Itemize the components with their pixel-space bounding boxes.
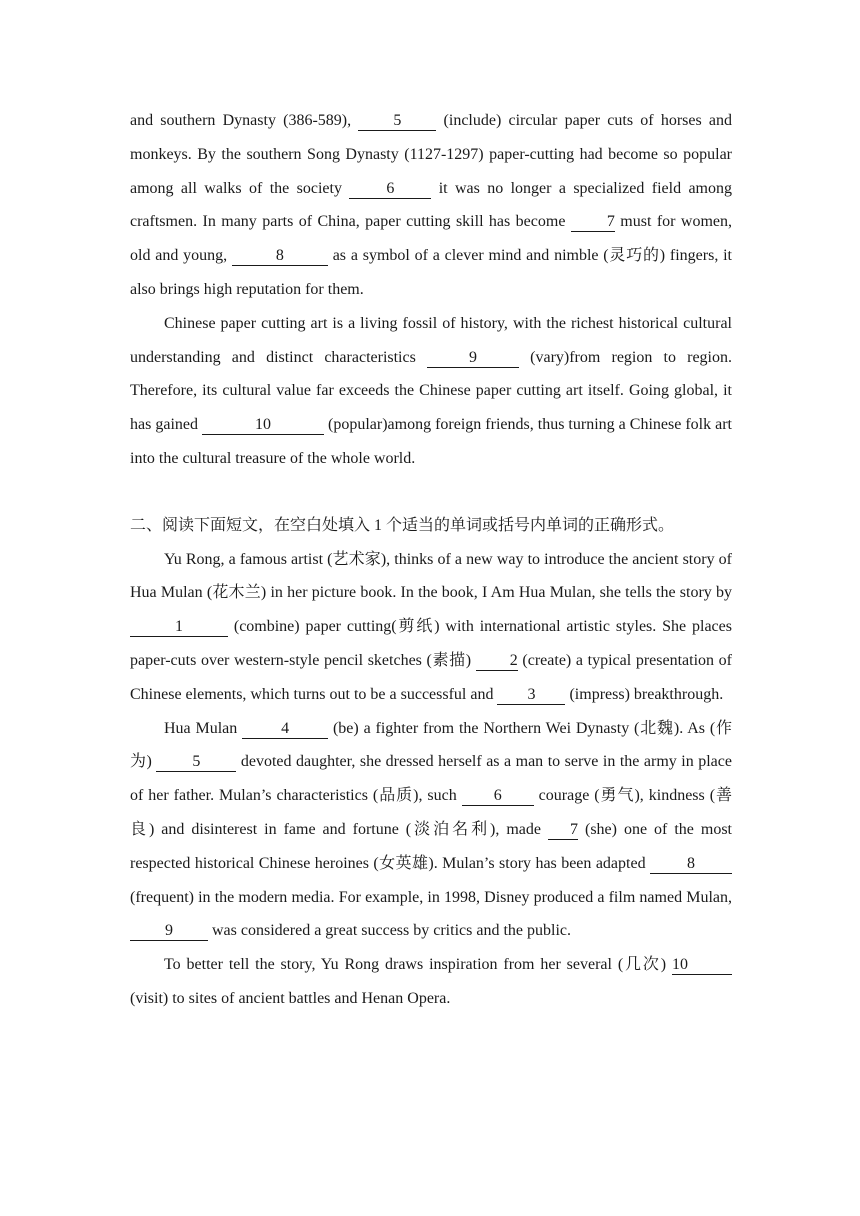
blank-5: 5 <box>156 753 236 772</box>
blank-7: 7 <box>548 821 578 840</box>
text-segment: Hua Mulan <box>164 719 243 737</box>
blank-7: 7 <box>571 213 615 232</box>
text-segment: devoted daughter, she dressed herself as a man to serve in the army in place of her father. Mulan’s characteristics (品质), such <box>130 753 732 805</box>
blank-8: 8 <box>650 855 732 874</box>
blank-1: 1 <box>130 618 228 637</box>
section-gap <box>130 476 732 509</box>
text-segment: (vary)from region to region. Therefore, its cultural value far exceeds the Chinese paper cutting art itself. Going global, it has gained <box>130 348 732 434</box>
text-segment: (impress) breakthrough. <box>565 685 724 703</box>
blank-2: 2 <box>476 652 518 671</box>
section2-paragraph-2 <box>130 712 732 949</box>
blank-6: 6 <box>462 787 534 806</box>
blank-5: 5 <box>358 112 436 131</box>
text-segment: (create) a typical presentation of Chinese elements, which turns out to be a successful and <box>130 651 732 703</box>
text-segment: as a symbol of a clever mind and nimble (灵巧的) fingers, it also brings high reputation for them. <box>130 247 733 298</box>
document-page <box>130 104 732 1016</box>
blank-10: 10 <box>672 956 732 975</box>
blank-8: 8 <box>232 247 328 266</box>
text-segment: To better tell the story, Yu Rong draws inspiration from her several (几次) <box>164 956 672 974</box>
blank-4: 4 <box>242 720 328 739</box>
section2-paragraph-1 <box>130 543 732 712</box>
passage1-paragraph-1 <box>130 104 732 307</box>
section2-paragraph-3 <box>130 948 732 1016</box>
blank-10: 10 <box>202 416 324 435</box>
text-segment: and southern Dynasty (386-589), <box>130 112 359 129</box>
blank-9: 9 <box>130 922 208 941</box>
section-2-title: 二、阅读下面短文，在空白处填入 1 个适当的单词或括号内单词的正确形式。 <box>130 516 675 534</box>
blank-3: 3 <box>497 686 565 705</box>
text-segment: courage (勇气), kindness (善良) and disinterest in fame and fortune (淡泊名利), made <box>130 787 732 838</box>
text-segment: must for women, old and young, <box>130 213 732 265</box>
text-segment: it was no longer a specialized field among craftsmen. In many parts of China, paper cutting skill has become <box>130 179 732 231</box>
blank-6: 6 <box>349 180 431 199</box>
passage1-paragraph-2 <box>130 307 732 476</box>
text-segment: (popular)among foreign friends, thus turning a Chinese folk art into the cultural treasure of the whole world. <box>130 416 732 467</box>
text-segment: Chinese paper cutting art is a living fossil of history, with the richest historical cultural understanding and distinct characteristics <box>130 314 732 366</box>
text-segment: (be) a fighter from the Northern Wei Dynasty (北魏). As (作为) <box>130 719 732 771</box>
text-segment: (include) circular paper cuts of horses and monkeys. By the southern Song Dynasty (1127-1297) paper-cutting had become so popular among all walks of the society <box>130 112 733 197</box>
text-segment: (visit) to sites of ancient battles and Henan Opera. <box>130 989 451 1007</box>
text-segment: Yu Rong, a famous artist (艺术家), thinks of a new way to introduce the ancient story of Hua Mulan (花木兰) in her picture book. In the book, I Am Hua Mulan, she tells the story by <box>130 550 732 602</box>
text-segment: (she) one of the most respected historical Chinese heroines (女英雄). Mulan’s story has been adapted <box>130 820 732 872</box>
blank-9: 9 <box>427 349 519 368</box>
text-segment: was considered a great success by critics and the public. <box>208 922 571 940</box>
text-segment: (combine) paper cutting(剪纸) with international artistic styles. She places paper-cuts over western-style pencil sketches (素描) <box>130 618 732 669</box>
text-segment: (frequent) in the modern media. For example, in 1998, Disney produced a film named Mulan, <box>130 888 732 906</box>
